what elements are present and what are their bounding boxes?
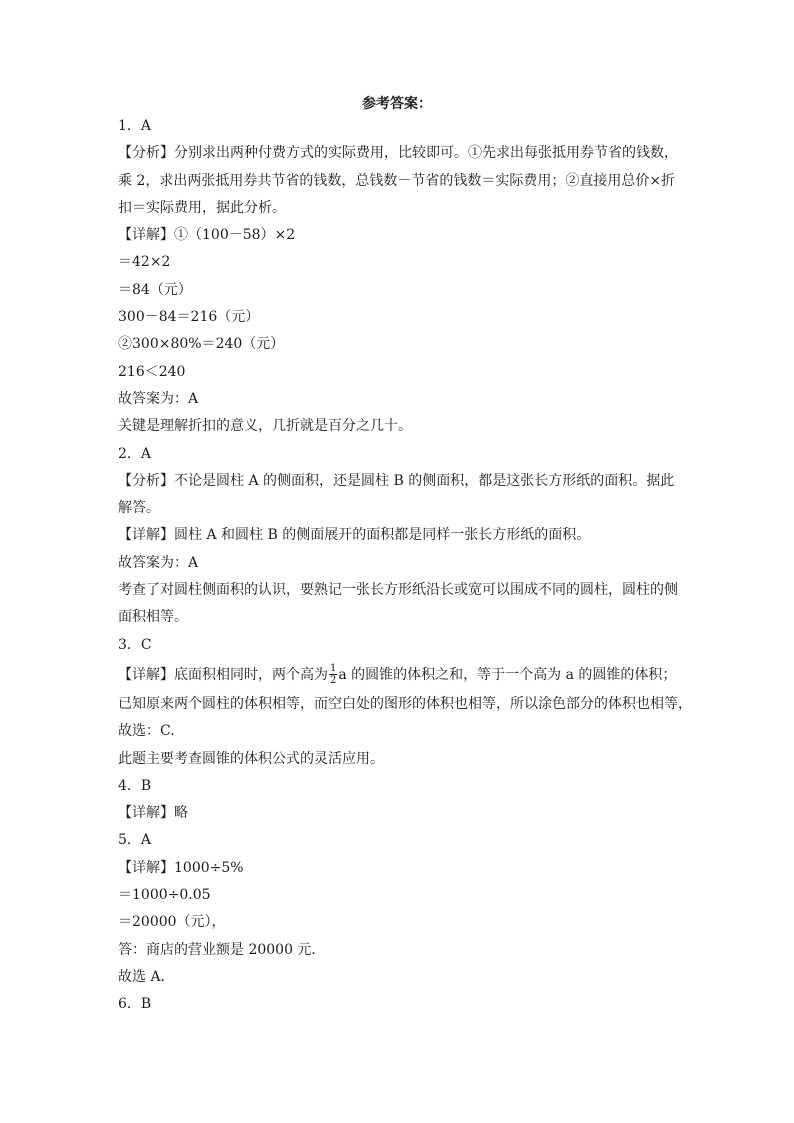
q2-answer: 2．A <box>118 445 152 462</box>
q1-analysis-line-3: 扣＝实际费用，据此分析。 <box>118 199 286 216</box>
q4-answer: 4．B <box>118 777 152 794</box>
q1-analysis-line-2: 乘 2，求出两张抵用券共节省的钱数，总钱数－节省的钱数＝实际费用；②直接用总价×折 <box>118 172 676 189</box>
q2-note-line-1: 考查了对圆柱侧面积的认识，要熟记一张长方形纸沿长或宽可以围成不同的圆柱，圆柱的侧 <box>118 582 678 599</box>
answer-content <box>118 113 692 1019</box>
q5-detail-line-2: ＝1000÷0.05 <box>118 887 211 904</box>
q1-analysis-line-1: 【分析】分别求出两种付费方式的实际费用，比较即可。①先求出每张抵用券节省的钱数， <box>118 145 678 162</box>
q1-detail-line-5: ②300×80%＝240（元） <box>118 336 285 353</box>
q5-conclusion: 故选 A． <box>118 968 175 985</box>
q1-note: 关键是理解折扣的意义，几折就是百分之几十。 <box>118 418 412 435</box>
q1-conclusion: 故答案为：A <box>118 390 199 407</box>
fraction-numerator: 1 <box>330 663 337 675</box>
q1-detail-line-1: 【详解】①（100－58）×2 <box>118 227 296 244</box>
fraction-one-half <box>329 663 337 686</box>
q1-detail-line-4: 300－84＝216（元） <box>118 309 260 326</box>
q3-answer: 3．C <box>118 636 152 653</box>
q3-detail-line-2: 已知原来两个圆柱的体积相等，而空白处的图形的体积也相等，所以涂色部分的体积也相等， <box>118 695 692 712</box>
q5-detail-line-1: 【详解】1000÷5% <box>118 859 244 876</box>
q2-analysis-line-2: 解答。 <box>118 500 160 517</box>
fraction-denominator: 2 <box>330 675 337 687</box>
q3-note: 此题主要考查圆锥的体积公式的灵活应用。 <box>118 750 384 767</box>
q6-answer: 6．B <box>118 996 152 1013</box>
q1-answer: 1．A <box>118 118 152 134</box>
q3-detail-text-a: 【详解】底面积相同时，两个高为 <box>118 666 328 683</box>
q3-conclusion: 故选：C. <box>118 723 175 740</box>
page-title: 参考答案： <box>362 96 432 112</box>
q1-detail-line-2: ＝42×2 <box>118 254 171 271</box>
q2-note-line-2: 面积相等。 <box>118 609 188 626</box>
q2-analysis-line-1: 【分析】不论是圆柱 A 的侧面积，还是圆柱 B 的侧面积，都是这张长方形纸的面积。据此 <box>118 472 675 489</box>
q4-detail-line-1: 【详解】略 <box>118 805 188 822</box>
q2-conclusion: 故答案为：A <box>118 554 199 571</box>
q2-detail-line-1: 【详解】圆柱 A 和圆柱 B 的侧面展开的面积都是同样一张长方形纸的面积。 <box>118 527 591 544</box>
q3-detail-line-1 <box>118 659 678 691</box>
q1-detail-line-6: 216＜240 <box>118 363 186 380</box>
q1-detail-line-3: ＝84（元） <box>118 281 192 298</box>
q5-answer: 5．A <box>118 832 152 849</box>
q3-detail-text-b: a 的圆锥的体积之和，等于一个高为 a 的圆锥的体积； <box>338 666 677 683</box>
q5-detail-line-4: 答：商店的营业额是 20000 元． <box>118 941 326 958</box>
q5-detail-line-3: ＝20000（元）， <box>118 914 226 931</box>
